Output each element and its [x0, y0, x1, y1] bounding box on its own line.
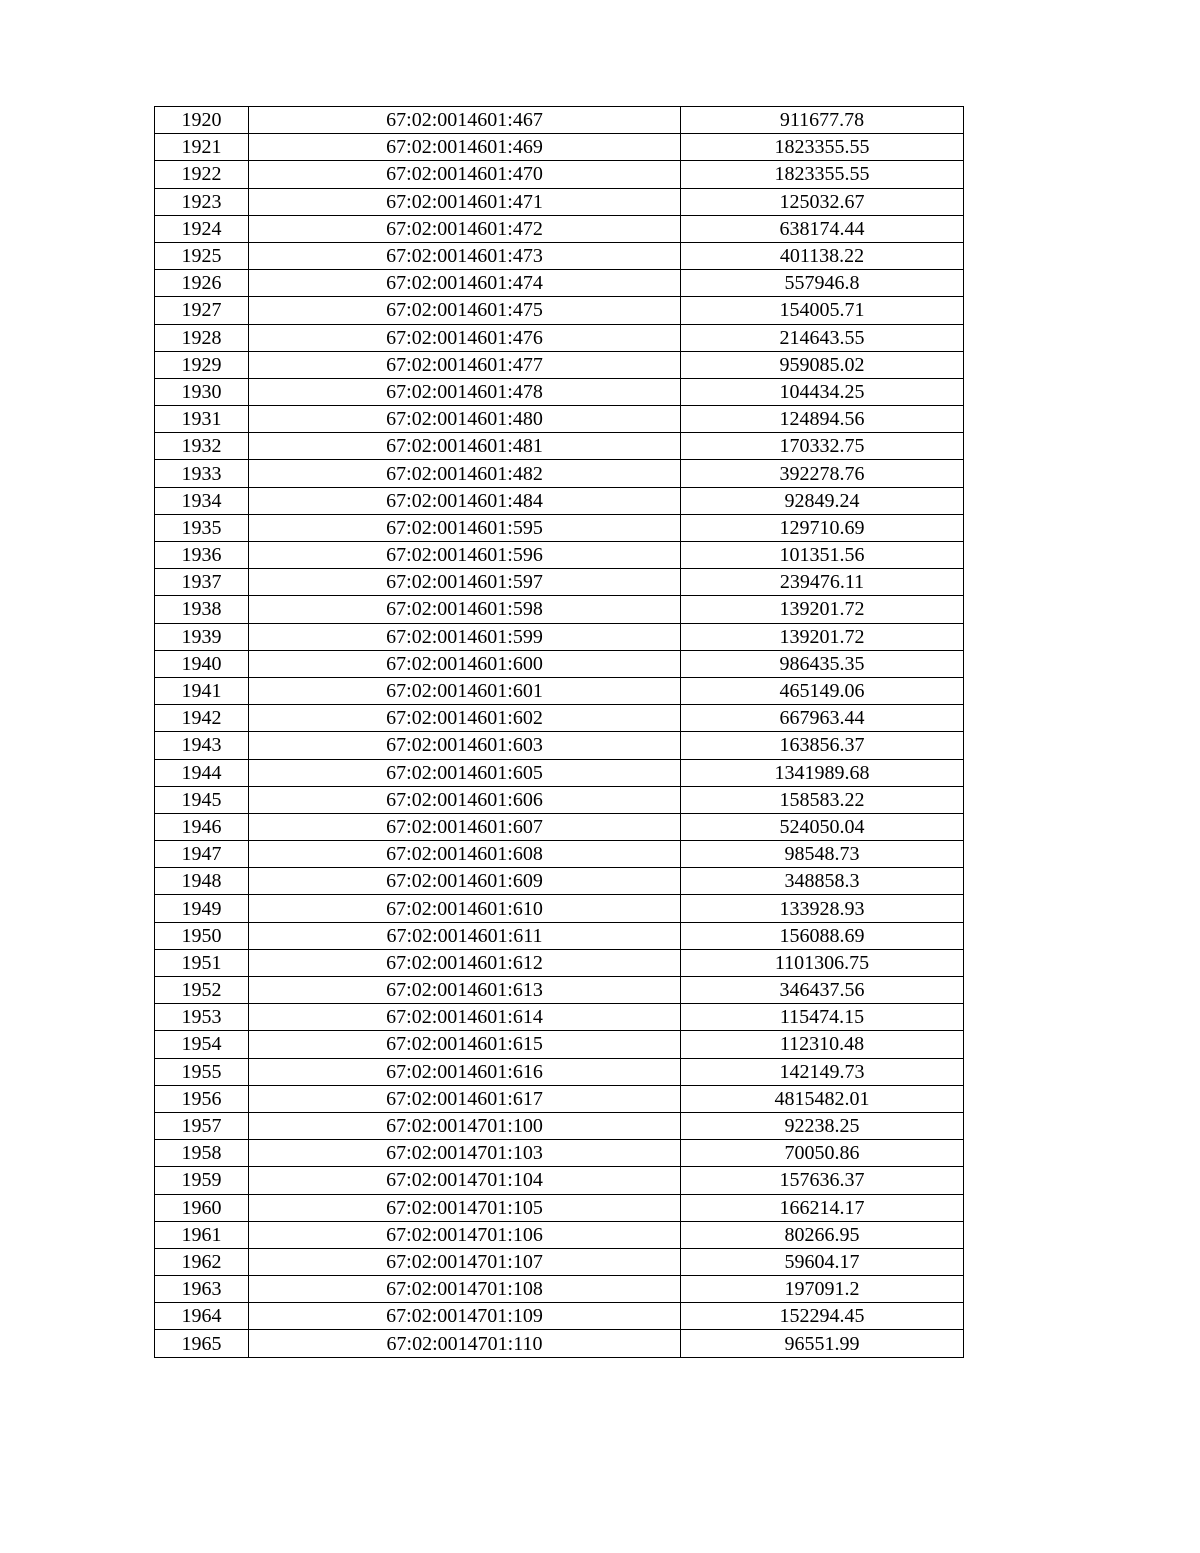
- cadastral-value-cell: 142149.73: [681, 1058, 964, 1085]
- table-row: [155, 406, 964, 433]
- table-row: [155, 351, 964, 378]
- row-number-cell: 1929: [155, 351, 249, 378]
- row-number-cell: 1946: [155, 813, 249, 840]
- table-row: [155, 569, 964, 596]
- cadastral-value-cell: 214643.55: [681, 324, 964, 351]
- table-row: [155, 134, 964, 161]
- table-row: [155, 1167, 964, 1194]
- row-number-cell: 1954: [155, 1031, 249, 1058]
- row-number-cell: 1938: [155, 596, 249, 623]
- cadastral-number-cell: 67:02:0014601:617: [249, 1085, 681, 1112]
- table-row: [155, 977, 964, 1004]
- cadastral-value-cell: 112310.48: [681, 1031, 964, 1058]
- row-number-cell: 1944: [155, 759, 249, 786]
- cadastral-value-cell: 156088.69: [681, 922, 964, 949]
- row-number-cell: 1965: [155, 1330, 249, 1357]
- table-row: [155, 161, 964, 188]
- cadastral-number-cell: 67:02:0014601:601: [249, 677, 681, 704]
- cadastral-value-cell: 101351.56: [681, 542, 964, 569]
- table-row: [155, 460, 964, 487]
- table-row: [155, 949, 964, 976]
- cadastral-number-cell: 67:02:0014601:470: [249, 161, 681, 188]
- row-number-cell: 1931: [155, 406, 249, 433]
- row-number-cell: 1952: [155, 977, 249, 1004]
- cadastral-value-table: [154, 106, 964, 1358]
- cadastral-value-cell: 1341989.68: [681, 759, 964, 786]
- cadastral-value-cell: 124894.56: [681, 406, 964, 433]
- cadastral-value-cell: 239476.11: [681, 569, 964, 596]
- cadastral-number-cell: 67:02:0014601:474: [249, 270, 681, 297]
- row-number-cell: 1960: [155, 1194, 249, 1221]
- row-number-cell: 1956: [155, 1085, 249, 1112]
- table-row: [155, 107, 964, 134]
- cadastral-value-cell: 104434.25: [681, 378, 964, 405]
- cadastral-number-cell: 67:02:0014601:607: [249, 813, 681, 840]
- cadastral-number-cell: 67:02:0014701:105: [249, 1194, 681, 1221]
- row-number-cell: 1920: [155, 107, 249, 134]
- cadastral-number-cell: 67:02:0014601:596: [249, 542, 681, 569]
- cadastral-number-cell: 67:02:0014701:100: [249, 1112, 681, 1139]
- row-number-cell: 1922: [155, 161, 249, 188]
- table-row: [155, 1004, 964, 1031]
- cadastral-value-cell: 129710.69: [681, 514, 964, 541]
- cadastral-value-cell: 80266.95: [681, 1221, 964, 1248]
- table-row: [155, 623, 964, 650]
- cadastral-value-cell: 158583.22: [681, 786, 964, 813]
- cadastral-value-cell: 911677.78: [681, 107, 964, 134]
- cadastral-value-cell: 986435.35: [681, 650, 964, 677]
- cadastral-value-cell: 348858.3: [681, 868, 964, 895]
- row-number-cell: 1930: [155, 378, 249, 405]
- cadastral-number-cell: 67:02:0014601:613: [249, 977, 681, 1004]
- cadastral-value-cell: 638174.44: [681, 215, 964, 242]
- cadastral-value-cell: 154005.71: [681, 297, 964, 324]
- table-row: [155, 433, 964, 460]
- cadastral-value-cell: 59604.17: [681, 1248, 964, 1275]
- cadastral-value-cell: 133928.93: [681, 895, 964, 922]
- cadastral-number-cell: 67:02:0014601:472: [249, 215, 681, 242]
- cadastral-number-cell: 67:02:0014601:481: [249, 433, 681, 460]
- cadastral-number-cell: 67:02:0014601:473: [249, 242, 681, 269]
- row-number-cell: 1951: [155, 949, 249, 976]
- row-number-cell: 1928: [155, 324, 249, 351]
- row-number-cell: 1936: [155, 542, 249, 569]
- table-row: [155, 922, 964, 949]
- table-row: [155, 514, 964, 541]
- row-number-cell: 1964: [155, 1303, 249, 1330]
- row-number-cell: 1927: [155, 297, 249, 324]
- cadastral-value-cell: 115474.15: [681, 1004, 964, 1031]
- cadastral-value-cell: 401138.22: [681, 242, 964, 269]
- cadastral-value-cell: 163856.37: [681, 732, 964, 759]
- table-row: [155, 1085, 964, 1112]
- cadastral-number-cell: 67:02:0014601:597: [249, 569, 681, 596]
- table-row: [155, 1140, 964, 1167]
- cadastral-number-cell: 67:02:0014701:109: [249, 1303, 681, 1330]
- cadastral-number-cell: 67:02:0014601:605: [249, 759, 681, 786]
- table-row: [155, 1276, 964, 1303]
- cadastral-number-cell: 67:02:0014701:107: [249, 1248, 681, 1275]
- row-number-cell: 1942: [155, 705, 249, 732]
- row-number-cell: 1933: [155, 460, 249, 487]
- row-number-cell: 1958: [155, 1140, 249, 1167]
- row-number-cell: 1932: [155, 433, 249, 460]
- cadastral-value-cell: 197091.2: [681, 1276, 964, 1303]
- row-number-cell: 1935: [155, 514, 249, 541]
- cadastral-number-cell: 67:02:0014601:480: [249, 406, 681, 433]
- table-row: [155, 732, 964, 759]
- row-number-cell: 1940: [155, 650, 249, 677]
- row-number-cell: 1953: [155, 1004, 249, 1031]
- row-number-cell: 1950: [155, 922, 249, 949]
- cadastral-number-cell: 67:02:0014601:599: [249, 623, 681, 650]
- cadastral-number-cell: 67:02:0014601:615: [249, 1031, 681, 1058]
- cadastral-value-cell: 166214.17: [681, 1194, 964, 1221]
- cadastral-number-cell: 67:02:0014701:108: [249, 1276, 681, 1303]
- table-row: [155, 596, 964, 623]
- table-row: [155, 1058, 964, 1085]
- cadastral-value-cell: 1101306.75: [681, 949, 964, 976]
- cadastral-value-cell: 157636.37: [681, 1167, 964, 1194]
- table-row: [155, 215, 964, 242]
- cadastral-number-cell: 67:02:0014601:467: [249, 107, 681, 134]
- cadastral-value-cell: 392278.76: [681, 460, 964, 487]
- row-number-cell: 1925: [155, 242, 249, 269]
- cadastral-value-cell: 96551.99: [681, 1330, 964, 1357]
- cadastral-value-cell: 667963.44: [681, 705, 964, 732]
- cadastral-number-cell: 67:02:0014601:475: [249, 297, 681, 324]
- cadastral-value-cell: 465149.06: [681, 677, 964, 704]
- cadastral-number-cell: 67:02:0014601:478: [249, 378, 681, 405]
- row-number-cell: 1924: [155, 215, 249, 242]
- cadastral-number-cell: 67:02:0014601:609: [249, 868, 681, 895]
- cadastral-number-cell: 67:02:0014601:612: [249, 949, 681, 976]
- cadastral-number-cell: 67:02:0014601:476: [249, 324, 681, 351]
- cadastral-value-cell: 98548.73: [681, 841, 964, 868]
- table-row: [155, 1221, 964, 1248]
- row-number-cell: 1943: [155, 732, 249, 759]
- table-row: [155, 487, 964, 514]
- row-number-cell: 1957: [155, 1112, 249, 1139]
- cadastral-number-cell: 67:02:0014601:610: [249, 895, 681, 922]
- row-number-cell: 1948: [155, 868, 249, 895]
- cadastral-value-cell: 557946.8: [681, 270, 964, 297]
- cadastral-number-cell: 67:02:0014601:608: [249, 841, 681, 868]
- cadastral-value-cell: 92849.24: [681, 487, 964, 514]
- cadastral-value-cell: 346437.56: [681, 977, 964, 1004]
- table-row: [155, 324, 964, 351]
- table-row: [155, 188, 964, 215]
- table-row: [155, 841, 964, 868]
- row-number-cell: 1963: [155, 1276, 249, 1303]
- table-row: [155, 895, 964, 922]
- row-number-cell: 1945: [155, 786, 249, 813]
- cadastral-number-cell: 67:02:0014601:469: [249, 134, 681, 161]
- table-row: [155, 242, 964, 269]
- cadastral-value-cell: 125032.67: [681, 188, 964, 215]
- cadastral-number-cell: 67:02:0014601:595: [249, 514, 681, 541]
- row-number-cell: 1926: [155, 270, 249, 297]
- cadastral-value-cell: 139201.72: [681, 596, 964, 623]
- row-number-cell: 1962: [155, 1248, 249, 1275]
- table-row: [155, 1031, 964, 1058]
- table-row: [155, 270, 964, 297]
- cadastral-value-cell: 152294.45: [681, 1303, 964, 1330]
- cadastral-value-cell: 170332.75: [681, 433, 964, 460]
- table-row: [155, 677, 964, 704]
- cadastral-number-cell: 67:02:0014601:602: [249, 705, 681, 732]
- table-row: [155, 1248, 964, 1275]
- row-number-cell: 1959: [155, 1167, 249, 1194]
- cadastral-number-cell: 67:02:0014601:616: [249, 1058, 681, 1085]
- row-number-cell: 1934: [155, 487, 249, 514]
- table-row: [155, 1330, 964, 1357]
- cadastral-number-cell: 67:02:0014701:110: [249, 1330, 681, 1357]
- cadastral-value-cell: 139201.72: [681, 623, 964, 650]
- table-row: [155, 650, 964, 677]
- cadastral-number-cell: 67:02:0014601:606: [249, 786, 681, 813]
- cadastral-number-cell: 67:02:0014701:103: [249, 1140, 681, 1167]
- row-number-cell: 1947: [155, 841, 249, 868]
- table-row: [155, 1112, 964, 1139]
- cadastral-number-cell: 67:02:0014601:471: [249, 188, 681, 215]
- cadastral-number-cell: 67:02:0014601:611: [249, 922, 681, 949]
- cadastral-number-cell: 67:02:0014601:603: [249, 732, 681, 759]
- cadastral-value-cell: 70050.86: [681, 1140, 964, 1167]
- cadastral-value-cell: 1823355.55: [681, 161, 964, 188]
- cadastral-number-cell: 67:02:0014601:477: [249, 351, 681, 378]
- row-number-cell: 1923: [155, 188, 249, 215]
- table-row: [155, 813, 964, 840]
- cadastral-value-cell: 524050.04: [681, 813, 964, 840]
- table-body: [155, 107, 964, 1358]
- table-row: [155, 1194, 964, 1221]
- cadastral-value-cell: 959085.02: [681, 351, 964, 378]
- cadastral-number-cell: 67:02:0014601:484: [249, 487, 681, 514]
- row-number-cell: 1955: [155, 1058, 249, 1085]
- row-number-cell: 1949: [155, 895, 249, 922]
- row-number-cell: 1921: [155, 134, 249, 161]
- table-row: [155, 868, 964, 895]
- table-row: [155, 759, 964, 786]
- row-number-cell: 1941: [155, 677, 249, 704]
- cadastral-value-cell: 4815482.01: [681, 1085, 964, 1112]
- cadastral-number-cell: 67:02:0014601:600: [249, 650, 681, 677]
- row-number-cell: 1961: [155, 1221, 249, 1248]
- cadastral-number-cell: 67:02:0014701:106: [249, 1221, 681, 1248]
- row-number-cell: 1937: [155, 569, 249, 596]
- cadastral-number-cell: 67:02:0014701:104: [249, 1167, 681, 1194]
- table-row: [155, 1303, 964, 1330]
- row-number-cell: 1939: [155, 623, 249, 650]
- table-row: [155, 297, 964, 324]
- cadastral-number-cell: 67:02:0014601:598: [249, 596, 681, 623]
- table-row: [155, 786, 964, 813]
- table-row: [155, 542, 964, 569]
- table-row: [155, 705, 964, 732]
- cadastral-number-cell: 67:02:0014601:482: [249, 460, 681, 487]
- cadastral-value-cell: 1823355.55: [681, 134, 964, 161]
- cadastral-value-cell: 92238.25: [681, 1112, 964, 1139]
- table-row: [155, 378, 964, 405]
- cadastral-number-cell: 67:02:0014601:614: [249, 1004, 681, 1031]
